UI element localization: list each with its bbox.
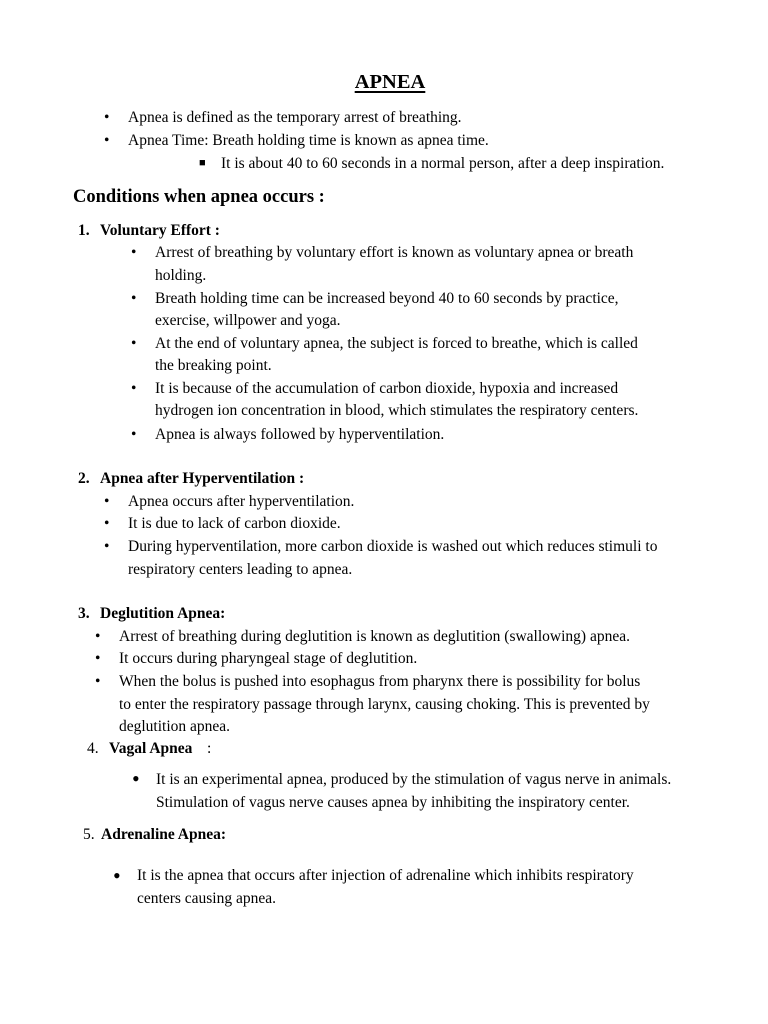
intro-bullet-2: Apnea Time: Breath holding time is known as apnea time. (128, 132, 489, 149)
list-item: Breath holding time can be increased beyond 40 to 60 seconds by practice, (155, 290, 619, 307)
bullet-icon: • (95, 673, 101, 690)
bullet-icon: • (104, 515, 110, 532)
bullet-icon: • (131, 426, 137, 443)
bullet-icon: • (131, 244, 137, 261)
page-title: APNEA (354, 71, 426, 93)
list-item: It is the apnea that occurs after injection of adrenaline which inhibits respiratory (137, 867, 634, 884)
list-item-continuation: to enter the respiratory passage through larynx, causing choking. This is prevented by (119, 696, 650, 713)
intro-sub-bullet: It is about 40 to 60 seconds in a normal person, after a deep inspiration. (221, 155, 665, 172)
conditions-heading: Conditions when apnea occurs : (73, 187, 325, 207)
bullet-icon: • (131, 380, 137, 397)
section-number: 1. (78, 222, 90, 239)
bullet-icon: • (95, 650, 101, 667)
list-item: Arrest of breathing during deglutition is known as deglutition (swallowing) apnea. (119, 628, 630, 645)
section-number: 2. (78, 470, 90, 487)
bullet-icon: • (104, 493, 110, 510)
list-item-continuation: exercise, willpower and yoga. (155, 312, 341, 329)
list-item: Apnea is always followed by hyperventilation. (155, 426, 445, 443)
bullet-icon: • (113, 863, 121, 888)
list-item-continuation: deglutition apnea. (119, 718, 231, 735)
list-item-continuation: respiratory centers leading to apnea. (128, 561, 353, 578)
intro-bullet-1: Apnea is defined as the temporary arrest of breathing. (128, 109, 462, 126)
list-item-continuation: holding. (155, 267, 207, 284)
list-item: It is an experimental apnea, produced by the stimulation of vagus nerve in animals. (156, 771, 672, 788)
bullet-icon: • (104, 538, 110, 555)
section-heading: Adrenaline Apnea: (101, 826, 227, 843)
bullet-icon: • (95, 628, 101, 645)
section-heading: Apnea after Hyperventilation : (100, 470, 305, 487)
bullet-icon: • (132, 766, 140, 791)
section-number: 4. (87, 740, 99, 757)
section-heading-suffix: : (207, 740, 212, 757)
bullet-icon: • (104, 132, 110, 149)
list-item: Apnea occurs after hyperventilation. (128, 493, 355, 510)
section-number: 5. (83, 826, 95, 843)
list-item: Arrest of breathing by voluntary effort is known as voluntary apnea or breath (155, 244, 634, 261)
list-item: It is due to lack of carbon dioxide. (128, 515, 341, 532)
bullet-icon: • (131, 290, 137, 307)
bullet-icon: • (131, 335, 137, 352)
square-bullet-icon: ■ (199, 157, 206, 169)
list-item: At the end of voluntary apnea, the subject is forced to breathe, which is called (155, 335, 638, 352)
section-heading: Voluntary Effort : (100, 222, 220, 239)
section-number: 3. (78, 605, 90, 622)
section-heading: Vagal Apnea (109, 740, 193, 757)
bullet-icon: • (104, 109, 110, 126)
list-item-continuation: centers causing apnea. (137, 890, 277, 907)
list-item: During hyperventilation, more carbon dioxide is washed out which reduces stimuli to (128, 538, 658, 555)
list-item-continuation: the breaking point. (155, 357, 272, 374)
list-item: It occurs during pharyngeal stage of deglutition. (119, 650, 418, 667)
list-item-continuation: Stimulation of vagus nerve causes apnea by inhibiting the inspiratory center. (156, 794, 630, 811)
list-item: When the bolus is pushed into esophagus from pharynx there is possibility for bolus (119, 673, 641, 690)
list-item: It is because of the accumulation of carbon dioxide, hypoxia and increased (155, 380, 619, 397)
list-item-continuation: hydrogen ion concentration in blood, which stimulates the respiratory centers. (155, 402, 639, 419)
section-heading: Deglutition Apnea: (100, 605, 226, 622)
